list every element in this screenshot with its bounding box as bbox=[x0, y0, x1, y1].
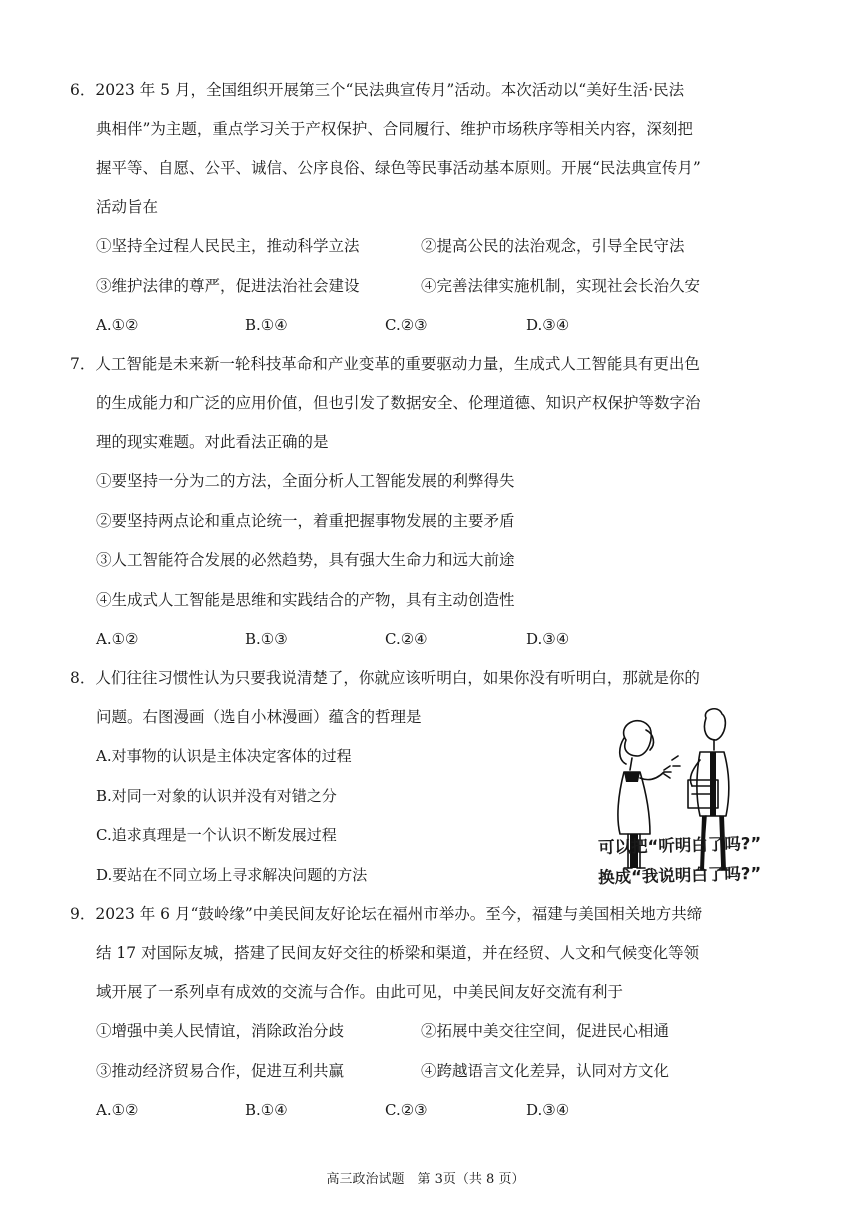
choice-a: A.对事物的认识是主体决定客体的过程 bbox=[96, 747, 352, 765]
question-7-stem-line: 理的现实难题。对此看法正确的是 bbox=[96, 433, 329, 451]
option-b: B.①④ bbox=[245, 1101, 288, 1119]
cartoon-caption-line-2: 换成“我说明白了吗?” bbox=[597, 863, 762, 888]
question-9-stem-line: 9．2023 年 6 月“鼓岭缘”中美民间友好论坛在福州市举办。至今，福建与美国相关地方共缔 bbox=[70, 905, 703, 923]
question-7-stem-line: 的生成能力和广泛的应用价值，但也引发了数据安全、伦理道德、知识产权保护等数字治 bbox=[96, 394, 701, 412]
statement-2: ②要坚持两点论和重点论统一，着重把握事物发展的主要矛盾 bbox=[96, 512, 515, 530]
choice-c: C.追求真理是一个认识不断发展过程 bbox=[96, 826, 337, 844]
option-d: D.③④ bbox=[526, 630, 570, 648]
option-b: B.①③ bbox=[245, 630, 288, 648]
statement-3: ③推动经济贸易合作，促进互利共赢 bbox=[96, 1062, 345, 1080]
option-d: D.③④ bbox=[526, 1101, 570, 1119]
page-footer: 高三政治试题 第 3页（共 8 页） bbox=[326, 1172, 525, 1187]
statement-1: ①坚持全过程人民民主，推动科学立法 bbox=[96, 237, 360, 255]
question-8-stem-line: 问题。右图漫画（选自小林漫画）蕴含的哲理是 bbox=[96, 708, 422, 726]
choice-d: D.要站在不同立场上寻求解决问题的方法 bbox=[96, 866, 368, 884]
option-a: A.①② bbox=[96, 630, 139, 648]
option-b: B.①④ bbox=[245, 316, 288, 334]
option-c: C.②③ bbox=[385, 316, 428, 334]
option-a: A.①② bbox=[96, 1101, 139, 1119]
question-7-stem-line: 7．人工智能是未来新一轮科技革命和产业变革的重要驱动力量，生成式人工智能具有更出色 bbox=[70, 355, 700, 373]
question-6-stem-line: 握平等、自愿、公平、诚信、公序良俗、绿色等民事活动基本原则。开展“民法典宣传月” bbox=[96, 159, 701, 177]
option-c: C.②④ bbox=[385, 630, 428, 648]
question-9-stem-line: 结 17 对国际友城，搭建了民间友好交往的桥梁和渠道，并在经贸、人文和气候变化等领 bbox=[96, 944, 700, 962]
statement-3: ③维护法律的尊严，促进法治社会建设 bbox=[96, 277, 360, 295]
question-9-stem-line: 域开展了一系列卓有成效的交流与合作。由此可见，中美民间友好交流有利于 bbox=[96, 983, 624, 1001]
question-6-stem-line: 活动旨在 bbox=[96, 198, 159, 216]
statement-3: ③人工智能符合发展的必然趋势，具有强大生命力和远大前途 bbox=[96, 551, 515, 569]
statement-2: ②拓展中美交往空间，促进民心相通 bbox=[421, 1022, 670, 1040]
option-d: D.③④ bbox=[526, 316, 570, 334]
choice-b: B.对同一对象的认识并没有对错之分 bbox=[96, 787, 337, 805]
cartoon-caption-line-1: 可以把“听明白了吗?” bbox=[597, 833, 762, 858]
statement-1: ①增强中美人民情谊，消除政治分歧 bbox=[96, 1022, 345, 1040]
question-8-stem-line: 8．人们往往习惯性认为只要我说清楚了，你就应该听明白，如果你没有听明白，那就是你的 bbox=[70, 669, 700, 687]
statement-2: ②提高公民的法治观念，引导全民守法 bbox=[421, 237, 685, 255]
statement-4: ④跨越语言文化差异，认同对方文化 bbox=[421, 1062, 670, 1080]
statement-4: ④生成式人工智能是思维和实践结合的产物，具有主动创造性 bbox=[96, 591, 515, 609]
question-6-stem-line: 典相伴”为主题，重点学习关于产权保护、合同履行、维护市场秩序等相关内容，深刻把 bbox=[96, 120, 693, 138]
statement-4: ④完善法律实施机制，实现社会长治久安 bbox=[421, 277, 701, 295]
option-a: A.①② bbox=[96, 316, 139, 334]
statement-1: ①要坚持一分为二的方法，全面分析人工智能发展的利弊得失 bbox=[96, 472, 515, 490]
option-c: C.②③ bbox=[385, 1101, 428, 1119]
question-6-stem-line: 6．2023 年 5 月，全国组织开展第三个“民法典宣传月”活动。本次活动以“美好生活·民法 bbox=[70, 81, 685, 99]
